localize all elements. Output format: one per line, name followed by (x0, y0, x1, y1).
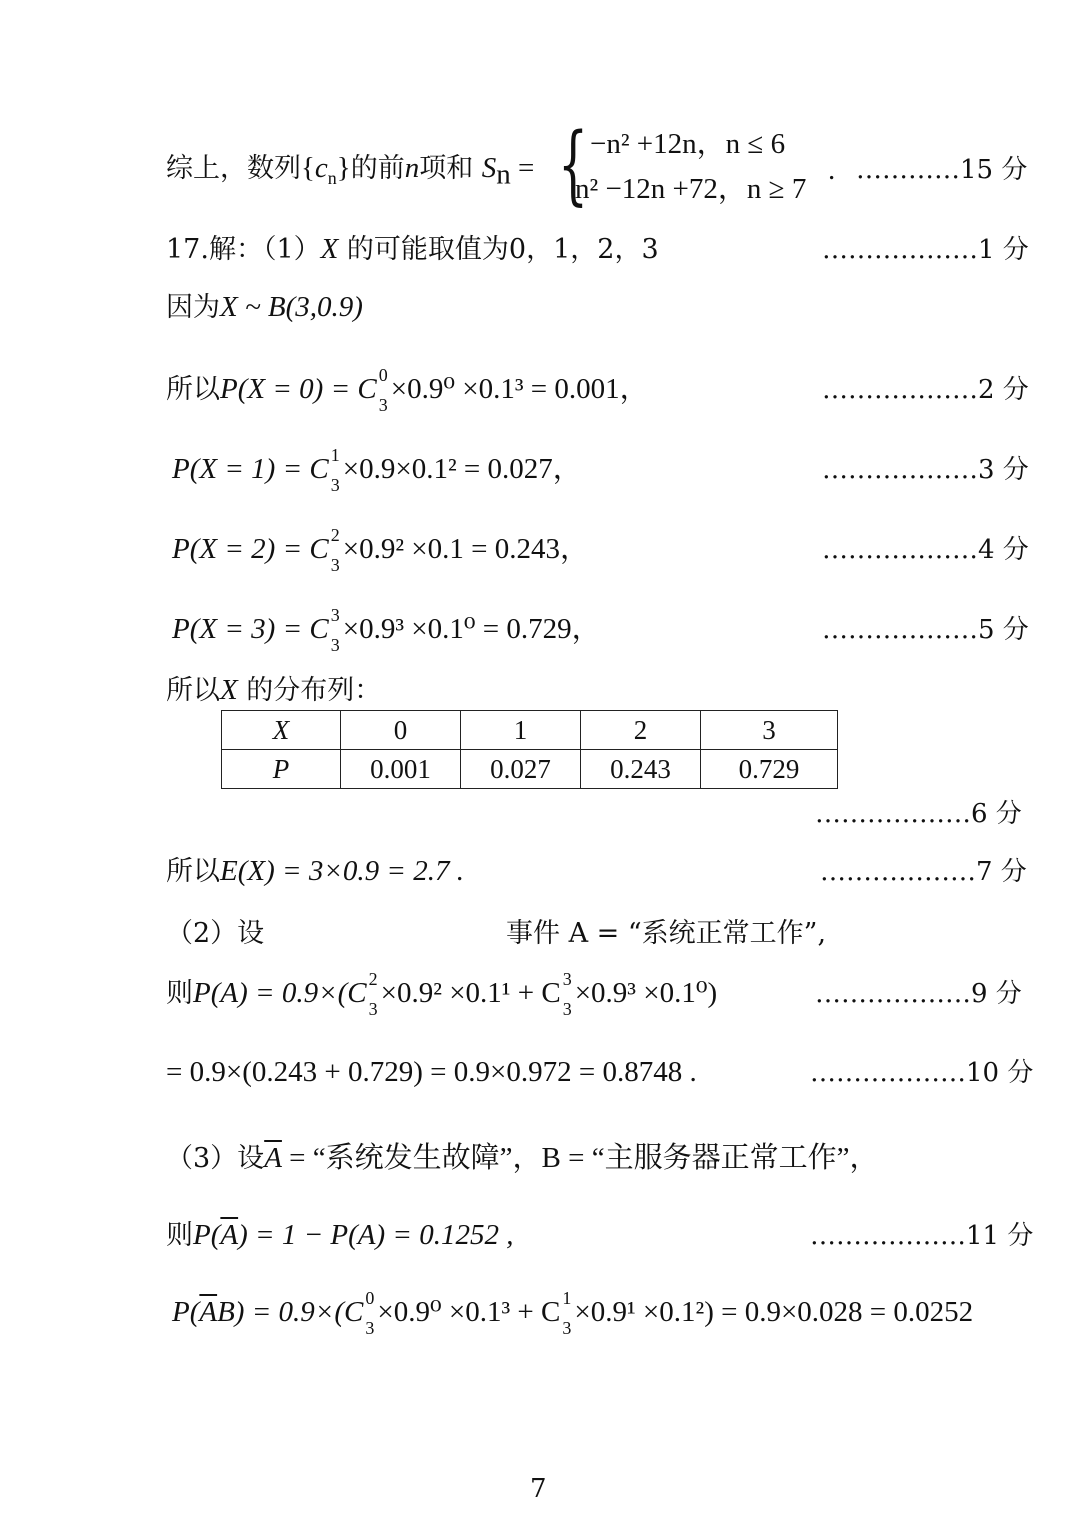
table-cell: P (222, 750, 341, 789)
table-row (222, 750, 838, 789)
page-number: 7 (530, 1474, 547, 1504)
summary-mid2: 项和 (419, 153, 474, 184)
table-caption-prefix: 所以 (166, 675, 220, 706)
summary-mid: 的前 (350, 153, 405, 184)
pa-expr: P(A) = 0.9×(C (193, 977, 367, 1009)
score-1: ………………1 分 (822, 235, 1029, 265)
pab-p: P( (172, 1296, 200, 1328)
sum-sub: n (496, 158, 511, 191)
table-cell: 0 (341, 711, 461, 750)
score-11: ………………11 分 (810, 1221, 1034, 1251)
sum-symbol: S (481, 152, 497, 184)
summary-n: n (404, 152, 420, 184)
part3-line (166, 1140, 878, 1177)
dist-prefix: 因为 (166, 292, 220, 323)
table-cell: X (222, 711, 341, 750)
ex-prefix: 所以 (166, 856, 220, 887)
part3-label: （3）设 (166, 1143, 265, 1174)
pab-line (172, 1288, 974, 1338)
p1-line (172, 445, 582, 495)
score-3: ………………3 分 (822, 455, 1029, 485)
score-5: ………………5 分 (822, 615, 1029, 645)
expectation-line (166, 853, 464, 890)
comb-pa-2: 3 3 (562, 969, 572, 1019)
piecewise-case-1: −n² +12n，n ≤ 6 (590, 128, 786, 160)
table-cell: 0.027 (461, 750, 581, 789)
p0-prefix: 所以 (166, 374, 220, 405)
table-header-row (222, 711, 838, 750)
pab-end: ×0.9¹ ×0.1²) = 0.9×0.028 = 0.0252 (574, 1296, 974, 1328)
distribution-table (221, 710, 838, 789)
dist-expr: X ~ B(3,0.9) (220, 291, 363, 323)
seq-symbol: c (314, 152, 328, 184)
pab-mid: B) = 0.9×(C (217, 1296, 364, 1328)
p3-rest: ×0.9³ ×0.1⁰ = 0.729， (342, 613, 601, 645)
sum-eq: = (510, 152, 535, 184)
p0-expr: P(X = 0) = C (220, 373, 377, 405)
pa-line (166, 969, 718, 1019)
seq-sub: n (327, 167, 337, 188)
pabar-a: $\overline{A}$ (220, 1219, 239, 1251)
p1-expr: P(X = 1) = C (172, 453, 329, 485)
score-6: ………………6 分 (815, 799, 1022, 829)
p1-rest: ×0.9×0.1² = 0.027， (342, 453, 582, 485)
comb-0: 0 3 (378, 365, 388, 415)
pab-a: $\overline{A}$ (199, 1296, 218, 1328)
p0-rest: ×0.9⁰ ×0.1³ = 0.001， (390, 373, 649, 405)
distribution-line (166, 289, 363, 326)
summary-prefix: 综上，数列 (166, 153, 301, 184)
comb-pa-1: 2 3 (368, 969, 378, 1019)
table-caption (166, 672, 381, 709)
p2-rest: ×0.9² ×0.1 = 0.243， (342, 533, 589, 565)
p3-line (172, 605, 601, 655)
p2-line (172, 525, 589, 575)
problem-17-intro (166, 231, 659, 268)
score-2: ………………2 分 (822, 375, 1029, 405)
pa-end: ×0.9³ ×0.1⁰) (574, 977, 718, 1009)
table-cell: 0.729 (701, 750, 838, 789)
a-bar: $\overline{A}$ (264, 1142, 282, 1174)
pa-prefix: 则 (166, 978, 193, 1009)
comb-2: 2 3 (330, 525, 340, 575)
table-cell: 0.001 (341, 750, 461, 789)
pab-mid2: ×0.9⁰ ×0.1³ + C (377, 1296, 561, 1328)
p2-expr: P(X = 2) = C (172, 533, 329, 565)
pabar-line (166, 1217, 513, 1254)
summary-line (166, 150, 535, 191)
part2-label: （2）设 (166, 918, 265, 949)
pa2-line: = 0.9×(0.243 + 0.729) = 0.9×0.972 = 0.8748 . (166, 1056, 697, 1088)
piecewise-brace: { (558, 115, 589, 215)
table-caption-x: X (220, 674, 238, 706)
piecewise-case-2: n² −12n +72，n ≥ 7 (575, 173, 807, 205)
score-10: ………………10 分 (810, 1058, 1034, 1088)
pabar-p: P( (193, 1219, 221, 1251)
score-4: ………………4 分 (822, 535, 1029, 565)
p0-line (166, 365, 649, 415)
p3-expr: P(X = 3) = C (172, 613, 329, 645)
comb-3: 3 3 (330, 605, 340, 655)
pabar-rest: ) = 1 − P(A) = 0.1252 , (238, 1219, 514, 1251)
table-cell: 3 (701, 711, 838, 750)
piecewise-period: . (828, 154, 836, 186)
pa-mid: ×0.9² ×0.1¹ + C (380, 977, 561, 1009)
var-x: X (320, 233, 339, 265)
score-9: ………………9 分 (815, 979, 1022, 1009)
seq-braces: $\{c_n\}$ (301, 152, 351, 188)
part2-event: 事件 A = “系统正常工作”, (506, 918, 827, 949)
values-text: 的可能取值为0，1，2，3 (338, 234, 659, 265)
comb-pab-1: 0 3 (365, 1288, 375, 1338)
score-7: ………………7 分 (820, 857, 1027, 887)
table-caption-suffix: 的分布列： (237, 675, 382, 706)
table-cell: 0.243 (581, 750, 701, 789)
part3-text: = “系统发生故障”，B = “主服务器正常工作”， (281, 1142, 879, 1174)
comb-1: 1 3 (330, 445, 340, 495)
table-cell: 1 (461, 711, 581, 750)
pabar-prefix: 则 (166, 1220, 193, 1251)
table-cell: 2 (581, 711, 701, 750)
comb-pab-2: 1 3 (562, 1288, 572, 1338)
ex-expr: E(X) = 3×0.9 = 2.7 . (220, 855, 464, 887)
problem-17-label: 17.解：（1） (166, 234, 321, 265)
score-15: …………15 分 (856, 155, 1028, 185)
